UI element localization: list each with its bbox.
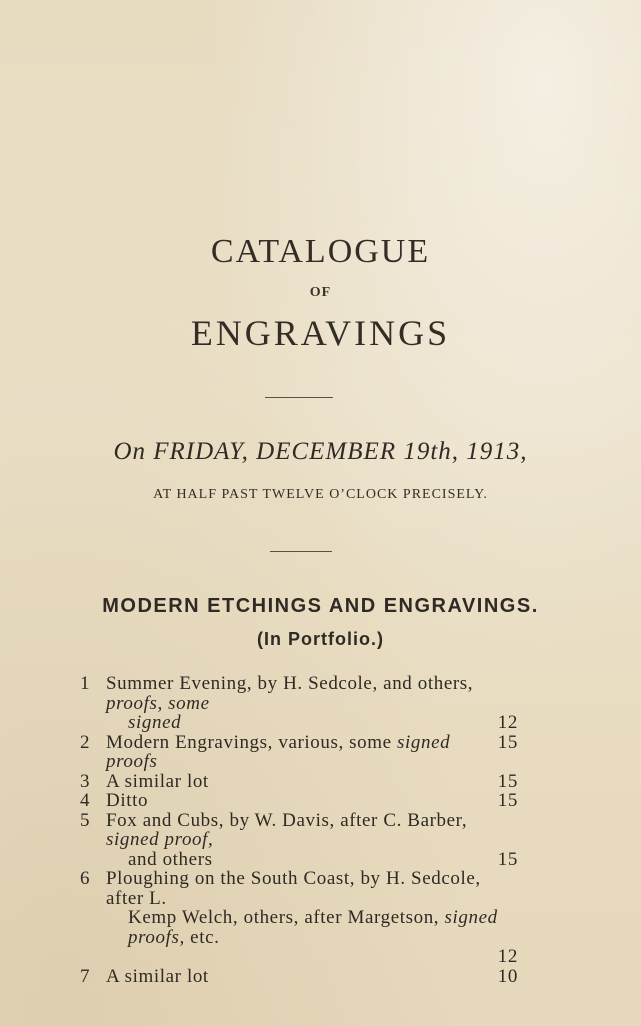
- divider-rule-top: [265, 397, 333, 398]
- lot-item: [76, 674, 526, 733]
- lot-description: Summer Evening, by H. Sedcole, and others, proofs, some: [106, 673, 474, 714]
- sale-time: AT HALF PAST TWELVE O’CLOCK PRECISELY.: [153, 487, 488, 502]
- lot-list: [76, 674, 526, 986]
- lot-price: 15: [497, 770, 518, 792]
- section-heading: MODERN ETCHINGS AND ENGRAVINGS.: [102, 595, 539, 617]
- lot-number: 5: [79, 809, 91, 831]
- lot-price: 15: [497, 848, 518, 870]
- lot-description-continued: signed: [128, 712, 182, 733]
- lot-price: 12: [497, 712, 518, 733]
- lot-number: 7: [79, 965, 91, 987]
- lot-item: [76, 869, 526, 967]
- lot-description: Ploughing on the South Coast, by H. Sedcole, after L.: [106, 868, 481, 909]
- lot-item: [76, 791, 526, 811]
- sale-date: On FRIDAY, DECEMBER 19th, 1913,: [113, 438, 528, 465]
- lot-description-continued: and others: [128, 848, 213, 870]
- lot-description-continued: Kemp Welch, others, after Margetson, signed proofs, etc.: [128, 907, 498, 948]
- lot-number: 4: [79, 790, 91, 811]
- lot-number: 6: [79, 868, 91, 889]
- divider-rule-bottom: [270, 551, 332, 552]
- lot-number: 1: [79, 673, 91, 694]
- lot-description: A similar lot: [106, 965, 209, 987]
- lot-item: [76, 811, 526, 870]
- lot-description: Modern Engravings, various, some signed proofs: [106, 731, 451, 772]
- lot-price: 15: [497, 790, 518, 811]
- lot-item: [76, 733, 526, 772]
- section-subheading: (In Portfolio.): [257, 629, 384, 649]
- engravings-title: ENGRAVINGS: [190, 313, 451, 353]
- lot-description: Fox and Cubs, by W. Davis, after C. Barber, signed proof,: [106, 809, 468, 850]
- of-word: OF: [309, 285, 332, 300]
- lot-price: 10: [497, 965, 518, 987]
- lot-price: 15: [497, 731, 518, 753]
- lot-number: 2: [79, 731, 91, 753]
- lot-item: [76, 967, 526, 987]
- lot-number: 3: [79, 770, 91, 792]
- lot-price: 12: [497, 946, 518, 967]
- catalogue-title: CATALOGUE: [210, 233, 431, 270]
- lot-item: [76, 772, 526, 792]
- lot-description: A similar lot: [106, 770, 209, 792]
- lot-description: Ditto: [106, 790, 149, 811]
